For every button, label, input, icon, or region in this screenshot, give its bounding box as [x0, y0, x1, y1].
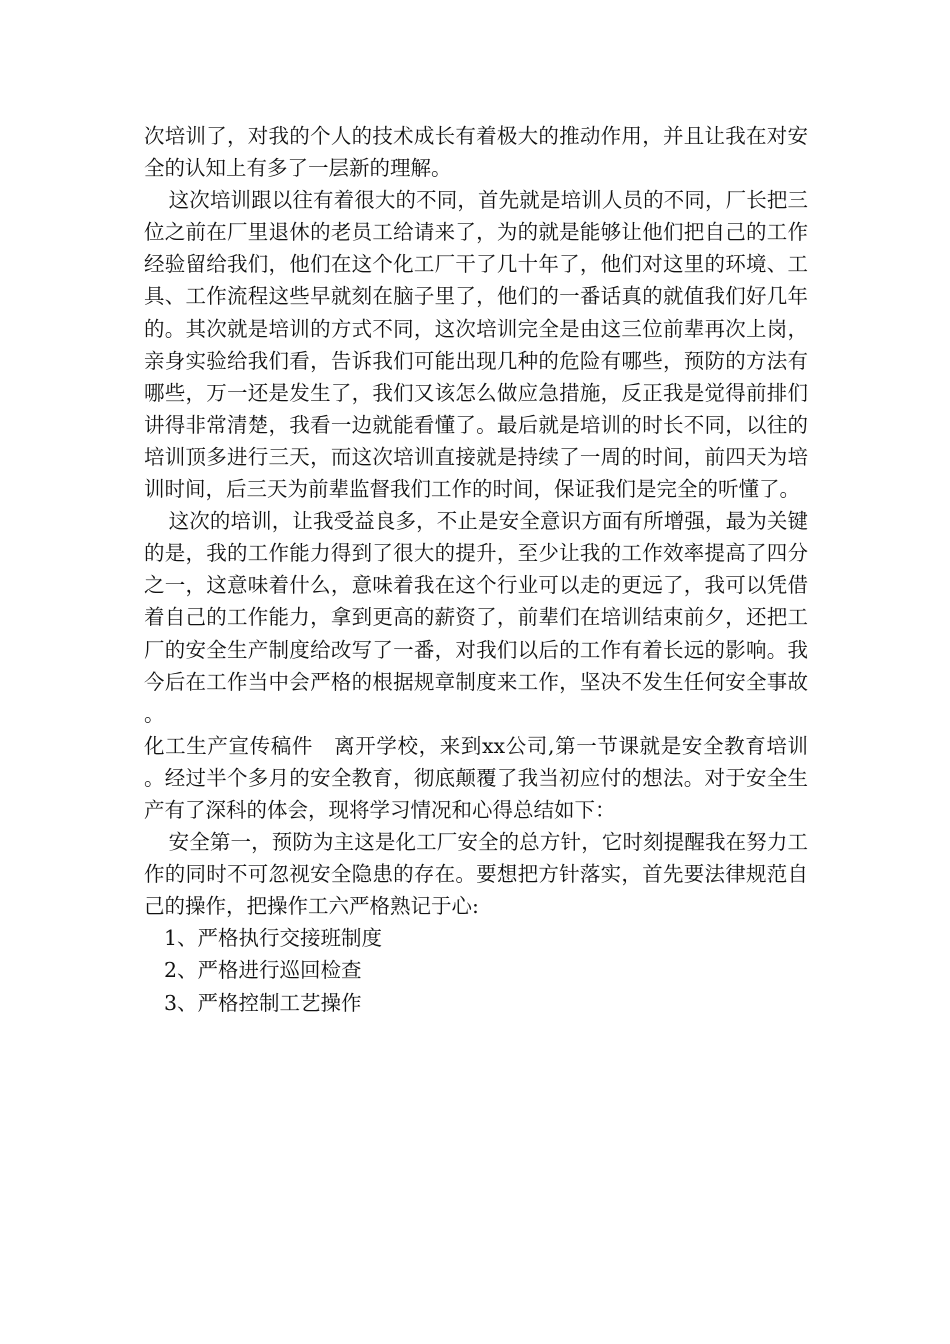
paragraph-continuation: 次培训了，对我的个人的技术成长有着极大的推动作用，并且让我在对安全的认知上有多了一层新的理解。: [144, 124, 808, 181]
paragraph-article-intro: 化工生产宣传稿件 离开学校，来到xx公司,第一节课就是安全教育培训。经过半个多月的安全教育，彻底颠覆了我当初应付的想法。对于安全生产有了深科的体会，现将学习情况和心得总结如下：: [144, 733, 808, 822]
document-page: [144, 120, 808, 1019]
list-item-handover: 1、严格执行交接班制度: [164, 926, 383, 951]
list-item-inspection: 2、严格进行巡回检查: [164, 958, 362, 983]
paragraph-training-differences: 这次培训跟以往有着很大的不同，首先就是培训人员的不同，厂长把三位之前在厂里退休的老员工给请来了，为的就是能够让他们把自己的工作经验留给我们，他们在这个化工厂干了几十年了，他们对这里的环境、工具、工作流程这些早就刻在脑子里了，他们的一番话真的就值我们好几年的。其次就是培训的方式不同，这次培训完全是由这三位前辈再次上岗，亲身实验给我们看，告诉我们可能出现几种的危险有哪些，预防的方法有哪些，万一还是发生了，我们又该怎么做应急措施，反正我是觉得前排们讲得非常清楚，我看一边就能看懂了。最后就是培训的时长不同，以往的培训顶多进行三天，而这次培训直接就是持续了一周的时间，前四天为培训时间，后三天为前辈监督我们工作的时间，保证我们是完全的听懂了。: [144, 188, 808, 502]
paragraph-training-benefits: 这次的培训，让我受益良多，不止是安全意识方面有所增强，最为关键的是，我的工作能力得到了很大的提升，至少让我的工作效率提高了四分之一，这意味着什么，意味着我在这个行业可以走的更远了，我可以凭借着自己的工作能力，拿到更高的薪资了，前辈们在培训结束前夕，还把工厂的安全生产制度给改写了一番，对我们以后的工作有着长远的影响。我今后在工作当中会严格的根据规章制度来工作，坚决不发生任何安全事故。: [144, 509, 808, 726]
paragraph-safety-policy: 安全第一，预防为主这是化工厂安全的总方针，它时刻提醒我在努力工作的同时不可忽视安全隐患的存在。要想把方针落实，首先要法律规范自己的操作，把操作工六严格熟记于心:: [144, 830, 808, 919]
list-item-process-control: 3、严格控制工艺操作: [164, 990, 362, 1015]
